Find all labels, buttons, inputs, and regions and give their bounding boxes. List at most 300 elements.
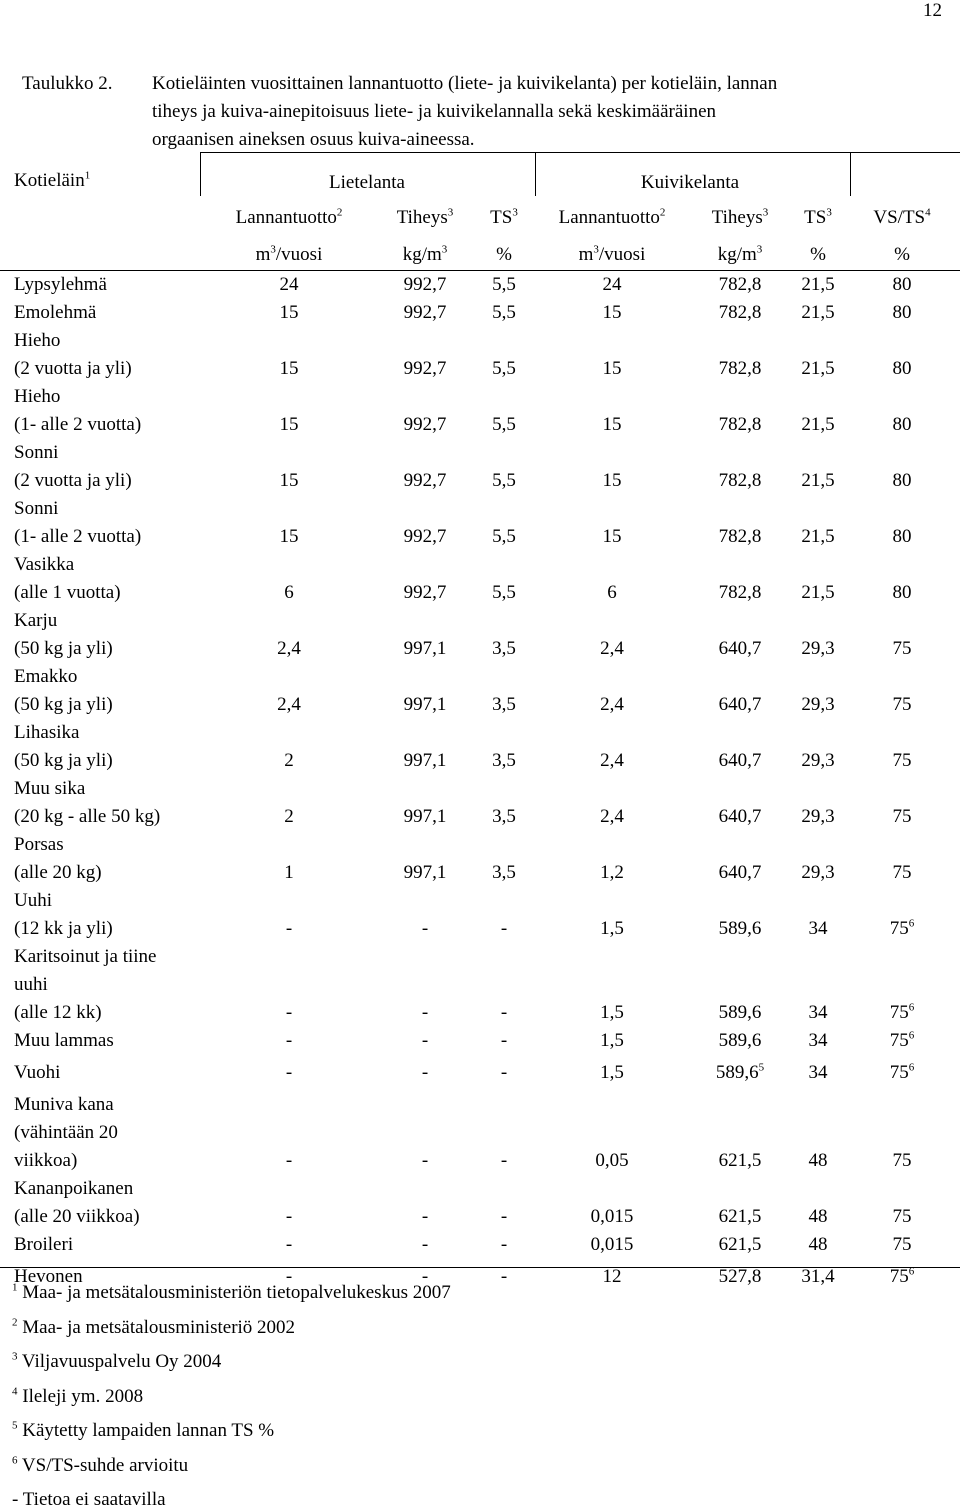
table-cell (214, 918, 364, 940)
text: - (500, 1062, 508, 1083)
table-cell (214, 582, 364, 604)
text: 1,5 (600, 1062, 624, 1083)
table-divider (535, 152, 536, 196)
table-cell (474, 918, 534, 940)
table-cell (370, 750, 480, 772)
table-cell (370, 1234, 480, 1256)
text: 6 (284, 582, 294, 603)
table-cell (537, 1002, 687, 1024)
text: - (285, 1206, 293, 1227)
text: 2 (284, 750, 294, 771)
table-cell (474, 750, 534, 772)
row-label: Vuohi (14, 1062, 61, 1083)
table-cell (474, 358, 534, 380)
footnote-number: 1 (12, 1281, 18, 1294)
caption-line-2: tiheys ja kuiva-ainepitoisuus liete- ja kuivikelannalla sekä keskimääräinen (152, 101, 717, 122)
table-cell (685, 414, 795, 436)
text: 2,4 (600, 694, 624, 715)
text: 15 (279, 526, 299, 547)
table-cell (685, 918, 795, 940)
row-label: (50 kg ja yli) (14, 638, 113, 659)
table-cell (214, 358, 364, 380)
text: 527,8 (718, 1266, 762, 1287)
text: - (500, 1206, 508, 1227)
text: 29,3 (801, 806, 835, 827)
table-caption (22, 70, 942, 154)
text: 782,8 (718, 582, 762, 603)
table-cell (685, 638, 795, 660)
table-rule (0, 270, 960, 271)
table-cell (370, 582, 480, 604)
text: 640,7 (718, 862, 762, 883)
row-label: viikkoa) (14, 1150, 78, 1171)
text: 589,6 (718, 1002, 762, 1023)
text: 5,5 (492, 358, 516, 379)
text: 782,8 (718, 274, 762, 295)
column-unit (527, 244, 697, 266)
table-cell (370, 274, 480, 296)
text: 5,5 (492, 526, 516, 547)
table-cell (537, 358, 687, 380)
row-label: Vasikka (14, 554, 75, 575)
table-cell (537, 1062, 687, 1084)
table-cell (474, 1234, 534, 1256)
row-label: Emakko (14, 666, 78, 687)
text: 640,7 (718, 694, 762, 715)
text: 75 (889, 1030, 909, 1051)
table-cell (685, 358, 795, 380)
table-cell (370, 862, 480, 884)
footnote-text: - Tietoa ei saatavilla (12, 1489, 166, 1510)
text: 21,5 (801, 414, 835, 435)
table-cell (370, 526, 480, 548)
superscript: 6 (908, 1029, 915, 1042)
text: 5,5 (492, 274, 516, 295)
text: 80 (892, 358, 912, 379)
text: 21,5 (801, 470, 835, 491)
table-cell (783, 470, 853, 492)
table-cell (852, 1266, 952, 1288)
table-cell (852, 358, 952, 380)
superscript: 2 (659, 206, 666, 219)
table-cell (685, 1206, 795, 1228)
superscript: 3 (593, 243, 599, 256)
text: 75 (892, 1150, 912, 1171)
table-cell (685, 750, 795, 772)
table-cell (852, 302, 952, 324)
table-cell (214, 1030, 364, 1052)
table-cell (852, 806, 952, 828)
row-label: (vähintään 20 (14, 1122, 118, 1143)
text: 782,8 (718, 526, 762, 547)
table-cell (370, 414, 480, 436)
footnote (12, 1420, 274, 1442)
text: kg/m (402, 244, 442, 265)
table-cell (474, 274, 534, 296)
text: - (421, 1002, 429, 1023)
row-label: Broileri (14, 1234, 74, 1255)
text: 997,1 (403, 806, 447, 827)
row-label: Hevonen (14, 1266, 83, 1287)
footnote-number: 6 (12, 1454, 18, 1467)
table-cell (685, 1266, 795, 1288)
footnote-text: Maa- ja metsätalousministeriö 2002 (22, 1316, 296, 1338)
text: 34 (808, 1030, 828, 1051)
superscript: 2 (336, 206, 343, 219)
text: 640,7 (718, 806, 762, 827)
row-label: Kananpoikanen (14, 1178, 134, 1199)
row-label: Muu sika (14, 778, 86, 799)
table-cell (783, 1062, 853, 1084)
text: 75 (892, 1234, 912, 1255)
text: - (421, 1062, 429, 1083)
footnote-text: Käytetty lampaiden lannan TS % (22, 1420, 275, 1441)
text: 15 (602, 470, 622, 491)
column-header (527, 207, 697, 229)
text: - (421, 1206, 429, 1227)
table-cell (370, 1062, 480, 1084)
row-label: Hieho (14, 386, 61, 407)
text: 992,7 (403, 414, 447, 435)
text: 75 (892, 750, 912, 771)
text: 992,7 (403, 526, 447, 547)
superscript: 1 (84, 169, 91, 182)
text: 992,7 (403, 274, 447, 295)
column-header-animal (14, 170, 90, 192)
superscript: 3 (512, 206, 518, 219)
table-cell (783, 274, 853, 296)
table-cell (537, 862, 687, 884)
superscript: 3 (756, 243, 763, 256)
table-cell (474, 1150, 534, 1172)
text: 997,1 (403, 694, 447, 715)
text: 0,05 (595, 1150, 629, 1171)
text: 1,2 (600, 862, 624, 883)
table-cell (537, 638, 687, 660)
table-cell (852, 470, 952, 492)
table-cell (474, 582, 534, 604)
text: 2 (284, 806, 294, 827)
table-cell (537, 1206, 687, 1228)
table-cell (474, 1002, 534, 1024)
text: - (500, 1030, 508, 1051)
table-cell (537, 918, 687, 940)
text: 3,5 (492, 750, 516, 771)
table-cell (474, 1206, 534, 1228)
text: 1,5 (600, 1030, 624, 1051)
table-cell (214, 526, 364, 548)
table-cell (783, 862, 853, 884)
footnote-number: 3 (12, 1350, 18, 1363)
table-divider (850, 152, 851, 196)
text: Lannantuotto (558, 207, 660, 228)
text: 75 (892, 694, 912, 715)
text: Tiheys (711, 207, 763, 228)
table-cell (685, 302, 795, 324)
row-label: Sonni (14, 442, 59, 463)
superscript: 3 (826, 206, 832, 219)
table-cell (852, 526, 952, 548)
text: 0,015 (590, 1234, 634, 1255)
text: 34 (808, 918, 828, 939)
text: TS (804, 207, 827, 228)
table-cell (474, 1062, 534, 1084)
table-rule (200, 152, 960, 153)
table-cell (783, 638, 853, 660)
table-cell (852, 1062, 952, 1084)
row-label: (2 vuotta ja yli) (14, 470, 132, 491)
text: Kotieläin (14, 170, 85, 191)
text: 589,6 (715, 1062, 759, 1083)
text: 21,5 (801, 582, 835, 603)
text: - (421, 1030, 429, 1051)
text: 15 (602, 302, 622, 323)
text: 589,6 (718, 1030, 762, 1051)
text: 21,5 (801, 302, 835, 323)
text: 21,5 (801, 526, 835, 547)
table-cell (783, 526, 853, 548)
row-label: Lypsylehmä (14, 274, 107, 295)
text: 15 (602, 358, 622, 379)
table-cell (685, 862, 795, 884)
table-cell (214, 302, 364, 324)
text: 75 (889, 1062, 909, 1083)
text: 48 (808, 1150, 828, 1171)
table-cell (783, 1234, 853, 1256)
table-cell (370, 1030, 480, 1052)
row-label: Emolehmä (14, 302, 97, 323)
row-label: (50 kg ja yli) (14, 750, 113, 771)
text: 5,5 (492, 414, 516, 435)
table-cell (370, 302, 480, 324)
text: 1 (284, 862, 294, 883)
row-label: (1- alle 2 vuotta) (14, 526, 142, 547)
row-label: (alle 12 kk) (14, 1002, 102, 1023)
footnote (12, 1455, 188, 1477)
column-unit (842, 244, 960, 266)
table-cell (537, 1234, 687, 1256)
table-cell (783, 358, 853, 380)
table-cell (783, 1266, 853, 1288)
text: 2,4 (600, 638, 624, 659)
row-label: Karju (14, 610, 58, 631)
table-cell (370, 470, 480, 492)
text: - (500, 1266, 508, 1287)
superscript: 3 (762, 206, 769, 219)
text: 75 (889, 1002, 909, 1023)
footnote-number: 5 (12, 1419, 18, 1432)
row-label: (20 kg - alle 50 kg) (14, 806, 161, 827)
table-cell (370, 638, 480, 660)
table-cell (685, 274, 795, 296)
text: 31,4 (801, 1266, 835, 1287)
row-label: (12 kk ja yli) (14, 918, 113, 939)
footnote-text: Ileleji ym. 2008 (22, 1385, 144, 1407)
table-cell (685, 1062, 795, 1084)
table-cell (537, 414, 687, 436)
text: - (500, 1150, 508, 1171)
text: 640,7 (718, 638, 762, 659)
table-cell (474, 694, 534, 716)
unit-tail: /vuosi (275, 244, 323, 265)
text: 640,7 (718, 750, 762, 771)
text: 29,3 (801, 638, 835, 659)
text: 29,3 (801, 750, 835, 771)
text: 75 (892, 638, 912, 659)
table-cell (852, 1030, 952, 1052)
table-cell (783, 582, 853, 604)
text: 24 (602, 274, 622, 295)
table-cell (852, 1234, 952, 1256)
text: - (285, 1234, 293, 1255)
table-cell (370, 806, 480, 828)
row-label: (alle 1 vuotta) (14, 582, 121, 603)
footnote-text: Viljavuuspalvelu Oy 2004 (21, 1351, 222, 1372)
table-cell (537, 526, 687, 548)
superscript: 6 (908, 1061, 915, 1074)
row-label: Porsas (14, 834, 64, 855)
text: % (810, 244, 826, 265)
table-cell (474, 1030, 534, 1052)
table-cell (537, 694, 687, 716)
superscript: 3 (270, 243, 276, 256)
table-cell (685, 1002, 795, 1024)
table-cell (852, 694, 952, 716)
text: 15 (279, 358, 299, 379)
row-label: (50 kg ja yli) (14, 694, 113, 715)
table-cell (852, 638, 952, 660)
text: - (421, 918, 429, 939)
superscript: 3 (447, 206, 454, 219)
table-cell (474, 638, 534, 660)
footnote-text: Maa- ja metsätalousministeriön tietopalvelukeskus 2007 (22, 1282, 451, 1303)
group-header-liquid: Lietelanta (329, 172, 405, 193)
text: 80 (892, 582, 912, 603)
table-cell (783, 694, 853, 716)
table-cell (685, 694, 795, 716)
caption-label: Taulukko 2. (22, 73, 113, 94)
table-cell (214, 414, 364, 436)
text: 75 (892, 862, 912, 883)
table-cell (783, 918, 853, 940)
text: 80 (892, 526, 912, 547)
unit-tail: /vuosi (598, 244, 646, 265)
table-cell (685, 582, 795, 604)
row-label: (alle 20 viikkoa) (14, 1206, 140, 1227)
table-cell (370, 358, 480, 380)
text: 5,5 (492, 470, 516, 491)
table-cell (474, 526, 534, 548)
text: - (285, 918, 293, 939)
text: 2,4 (600, 750, 624, 771)
text: 621,5 (718, 1234, 762, 1255)
caption-line-3: orgaanisen aineksen osuus kuiva-aineessa. (152, 129, 475, 150)
text: 80 (892, 470, 912, 491)
caption-line-1: Kotieläinten vuosittainen lannantuotto (liete- ja kuivikelanta) per kotieläin, lannan (152, 73, 778, 94)
table-cell (370, 1150, 480, 1172)
table-cell (783, 1150, 853, 1172)
table-cell (214, 638, 364, 660)
table-cell (474, 806, 534, 828)
superscript: 5 (758, 1061, 765, 1074)
table-cell (370, 1206, 480, 1228)
text: 15 (279, 302, 299, 323)
text: 34 (808, 1062, 828, 1083)
text: - (500, 1002, 508, 1023)
group-header-solid: Kuivikelanta (640, 172, 740, 193)
table-cell (474, 470, 534, 492)
table-cell (852, 862, 952, 884)
text: VS/TS (873, 207, 926, 228)
table-cell (537, 274, 687, 296)
superscript: 6 (908, 917, 915, 930)
row-label: Muu lammas (14, 1030, 114, 1051)
table-cell (852, 274, 952, 296)
table-cell (852, 1002, 952, 1024)
text: 2,4 (277, 694, 301, 715)
table-cell (783, 806, 853, 828)
text: 75 (892, 806, 912, 827)
superscript: 6 (908, 1001, 915, 1014)
text: - (500, 918, 508, 939)
row-label: Muniva kana (14, 1094, 114, 1115)
text: 15 (602, 414, 622, 435)
footnote-number: 4 (12, 1385, 18, 1398)
text: 75 (892, 1206, 912, 1227)
text: - (285, 1150, 293, 1171)
text: % (894, 244, 910, 265)
text: 1,5 (600, 1002, 624, 1023)
text: 80 (892, 274, 912, 295)
table-cell (537, 1266, 687, 1288)
table-cell (214, 1206, 364, 1228)
text: 782,8 (718, 358, 762, 379)
table-cell (537, 302, 687, 324)
table-cell (474, 302, 534, 324)
text: 15 (602, 526, 622, 547)
table-cell (214, 274, 364, 296)
text: 3,5 (492, 638, 516, 659)
row-label: Karitsoinut ja tiine (14, 946, 157, 967)
text: - (285, 1002, 293, 1023)
table-cell (852, 1206, 952, 1228)
table-cell (783, 750, 853, 772)
text: 48 (808, 1206, 828, 1227)
table-cell (370, 918, 480, 940)
table-cell (783, 1002, 853, 1024)
table-cell (474, 862, 534, 884)
page-number: 12 (923, 0, 942, 21)
table-cell (214, 1150, 364, 1172)
text: % (496, 244, 512, 265)
text: - (285, 1266, 293, 1287)
text: 3,5 (492, 694, 516, 715)
text: 589,6 (718, 918, 762, 939)
text: 34 (808, 1002, 828, 1023)
footnote-text: VS/TS-suhde arvioitu (21, 1454, 189, 1476)
table-cell (537, 750, 687, 772)
text: - (421, 1234, 429, 1255)
text: - (421, 1150, 429, 1171)
row-label: Uuhi (14, 890, 52, 911)
text: 992,7 (403, 470, 447, 491)
text: Lannantuotto (235, 207, 337, 228)
text: 15 (279, 470, 299, 491)
table-cell (685, 806, 795, 828)
table-cell (783, 1206, 853, 1228)
text: - (285, 1062, 293, 1083)
table-cell (685, 1030, 795, 1052)
